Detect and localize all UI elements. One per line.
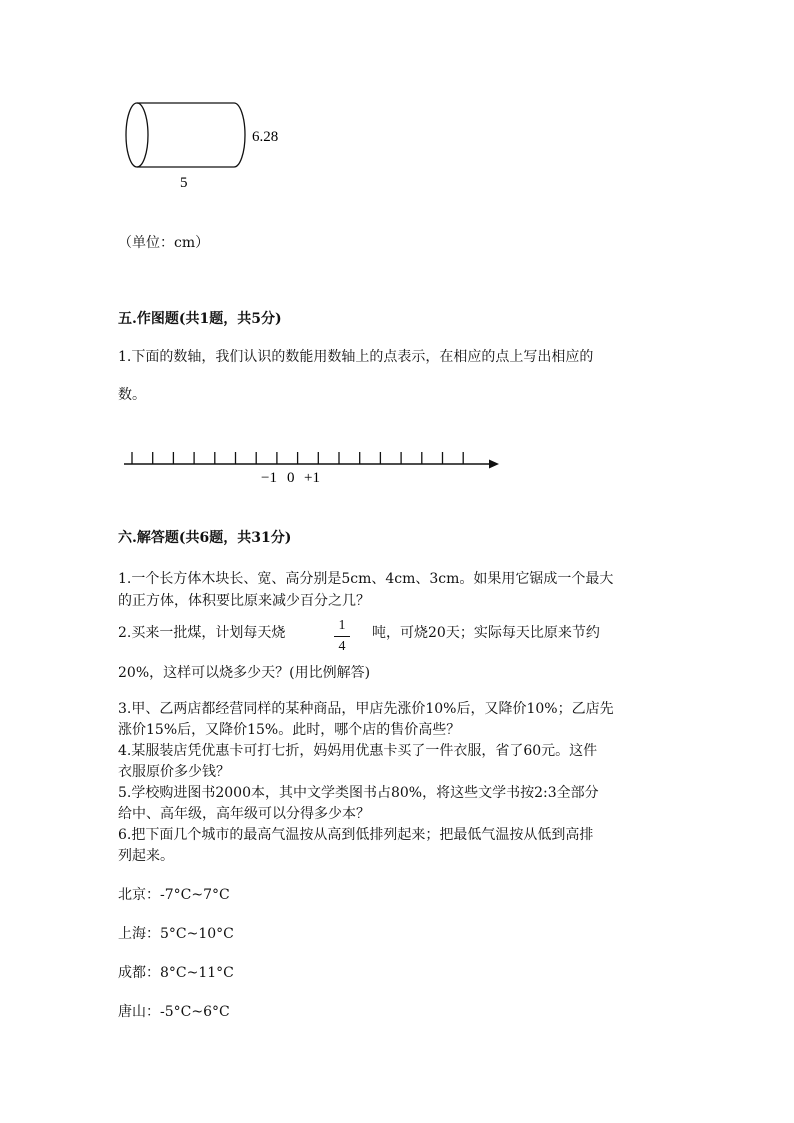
cylinder-diagram [118,96,318,196]
cylinder-right-arc [234,103,245,167]
s6-q4-line1: 4.某服装店凭优惠卡可打七折，妈妈用优惠卡买了一件衣服，省了60元。这件 [118,743,598,759]
unit-note: （单位：cm） [118,235,210,251]
s6-q3-line2: 涨价15%后，又降价15%。此时，哪个店的售价高些？ [118,722,461,738]
number-line-ticks [132,452,463,464]
s6-q6-line2: 列起来。 [118,848,174,864]
fraction-denominator: 4 [338,639,346,654]
s6-q2-before: 2.买来一批煤，计划每天烧 [118,625,286,641]
cylinder-length-label: 5 [180,175,188,191]
section5-heading: 五.作图题(共1题，共5分) [118,311,282,327]
number-line [118,444,508,490]
s6-q1-line1: 1.一个长方体木块长、宽、高分别是5cm、4cm、3cm。如果用它锯成一个最大 [118,571,614,587]
city-tangshan: 唐山：-5°C~6°C [118,1004,230,1020]
s6-q5-line2: 给中、高年级，高年级可以分得多少本？ [118,806,370,822]
fraction-bar [334,636,350,637]
s6-q2-line2: 20%，这样可以烧多少天？(用比例解答) [118,665,371,681]
city-chengdu: 成都：8°C~11°C [118,965,234,981]
number-line-arrow [489,460,499,469]
s5-q1-line1: 1.下面的数轴，我们认识的数能用数轴上的点表示，在相应的点上写出相应的 [118,349,594,365]
city-beijing: 北京：-7°C~7°C [118,887,230,903]
s6-q1-line2: 的正方体，体积要比原来减少百分之几？ [118,593,370,609]
s6-q3-line1: 3.甲、乙两店都经营同样的某种商品，甲店先涨价10%后，又降价10%；乙店先 [118,701,614,717]
city-shanghai: 上海：5°C~10°C [118,926,234,942]
s6-q6-line1: 6.把下面几个城市的最高气温按从高到低排列起来；把最低气温按从低到高排 [118,827,594,843]
cylinder-height-label: 6.28 [252,129,279,145]
s6-q2-fraction [334,618,350,655]
s6-q5-line1: 5.学校购进图书2000本，其中文学类图书占80%，将这些文学书按2:3全部分 [118,785,599,801]
label-minus-one: −1 [261,470,277,486]
s6-q4-line2: 衣服原价多少钱？ [118,764,230,780]
s5-q1-line2: 数。 [118,387,146,403]
fraction-numerator: 1 [338,618,346,633]
s6-q2-after: 吨，可烧20天；实际每天比原来节约 [372,625,600,641]
cylinder-left-face [126,103,148,167]
label-zero: 0 [287,470,295,486]
label-plus-one: +1 [304,470,320,486]
section6-heading: 六.解答题(共6题，共31分) [118,530,292,546]
